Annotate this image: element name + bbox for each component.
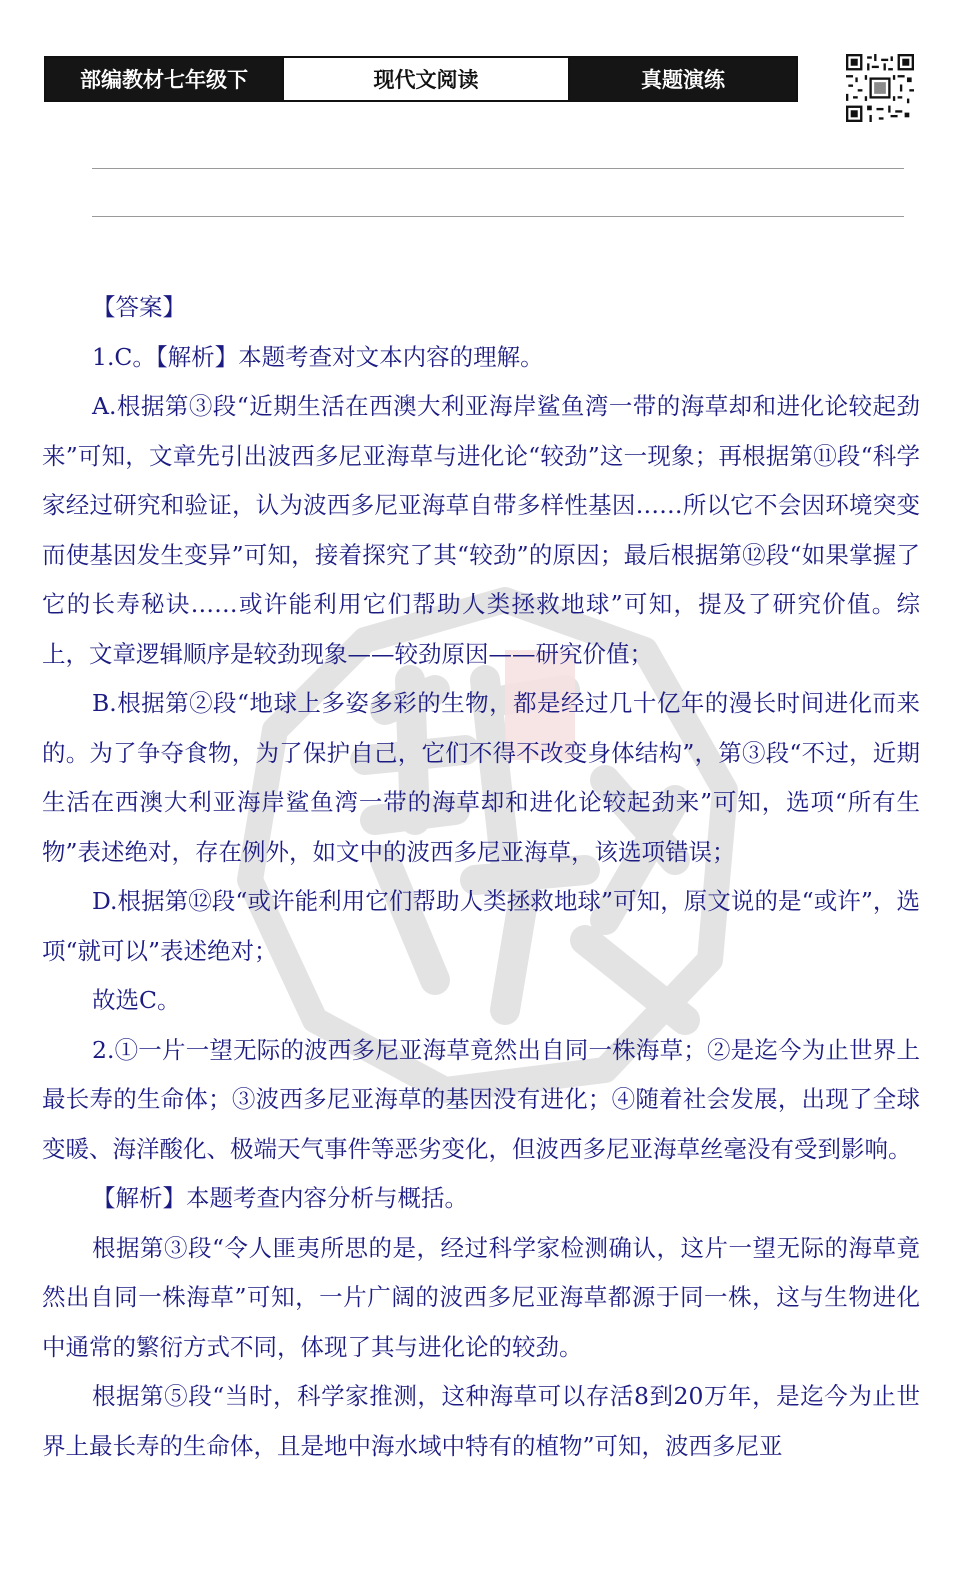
answer-paragraph: 根据第③段“令人匪夷所思的是，经过科学家检测确认，这片一望无际的海草竟然出自同一株海草”可知，一片广阔的波西多尼亚海草都源于同一株，这与生物进化中通常的繁衍方式不同，体现了其与进化论的较劲。: [42, 1233, 920, 1361]
answer-paragraph: 故选C。: [92, 986, 181, 1014]
answer-content: [42, 283, 920, 1471]
answer-paragraph: 1.C。【解析】本题考查对文本内容的理解。: [92, 342, 544, 371]
answer-paragraph: A.根据第③段“近期生活在西澳大利亚海岸鲨鱼湾一带的海草却和进化论较起劲来”可知，文章先引出波西多尼亚海草与进化论“较劲”这一现象；再根据第⑪段“科学家经过研究和验证，认为波西多尼亚海草自带多样性基因……所以它不会因环境突变而使基因发生变异”可知，接着探究了其“较劲”的原因；最后根据第⑫段“如果掌握了它的长寿秘诀……或许能利用它们帮助人类拯救地球”可知，提及了研究价值。综上，文章逻辑顺序是较劲现象——较劲原因——研究价值；: [42, 392, 920, 668]
header-section-label: 真题演练: [570, 58, 796, 100]
answer-line-2: [92, 216, 904, 217]
answer-paragraph: 根据第⑤段“当时，科学家推测，这种海草可以存活8到20万年，是迄今为止世界上最长寿的生命体，且是地中海水域中特有的植物”可知，波西多尼亚: [42, 1382, 920, 1460]
header-subject-label: 现代文阅读: [282, 58, 570, 100]
answer-paragraph: 2.①一片一望无际的波西多尼亚海草竟然出自同一株海草；②是迄今为止世界上最长寿的生命体；③波西多尼亚海草的基因没有进化；④随着社会发展，出现了全球变暖、海洋酸化、极端天气事件等恶劣变化，但波西多尼亚海草丝毫没有受到影响。: [42, 1035, 920, 1163]
answer-paragraph: B.根据第②段“地球上多姿多彩的生物，都是经过几十亿年的漫长时间进化而来的。为了争夺食物，为了保护自己，它们不得不改变身体结构”，第③段“不过，近期生活在西澳大利亚海岸鲨鱼湾一带的海草却和进化论较起劲来”可知，选项“所有生物”表述绝对，存在例外，如文中的波西多尼亚海草，该选项错误；: [42, 689, 920, 866]
header-grade-label: 部编教材七年级下: [46, 58, 282, 100]
answer-heading: 【答案】: [92, 293, 186, 321]
qr-code-icon: [846, 54, 914, 122]
header-bar: [44, 56, 798, 102]
answer-line-1: [92, 168, 904, 169]
answer-paragraph: D.根据第⑫段“或许能利用它们帮助人类拯救地球”可知，原文说的是“或许”，选项“就可以”表述绝对；: [42, 887, 920, 965]
answer-paragraph: 【解析】本题考查内容分析与概括。: [92, 1184, 468, 1212]
